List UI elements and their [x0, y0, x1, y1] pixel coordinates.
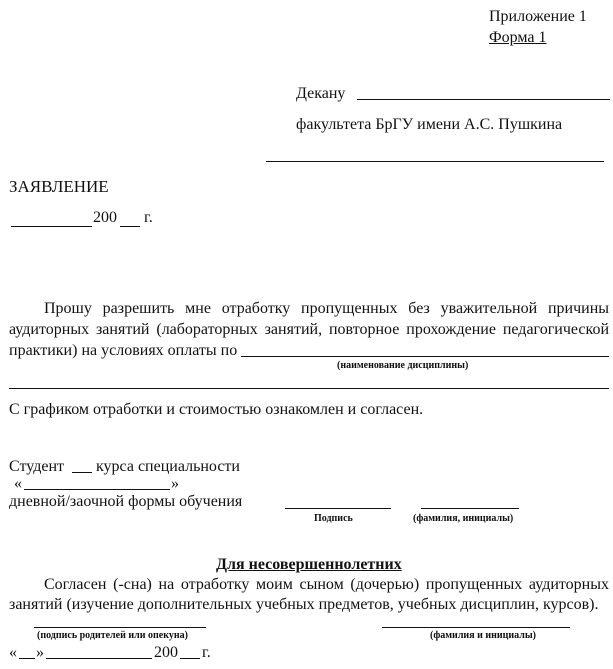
- student-name-line: [421, 508, 519, 509]
- date-top-day-line: [11, 226, 92, 227]
- study-form-label: дневной/заочной формы обучения: [9, 493, 243, 510]
- parent-signature-line: [34, 627, 206, 628]
- parent-sign-caption: (подпись родителей или опекуна): [37, 630, 188, 641]
- parent-name-line: [382, 627, 570, 628]
- course-number-line: [72, 472, 92, 473]
- body-line-1: Прошу разрешить мне отработку пропущенных без уважительной причины: [44, 300, 609, 317]
- date-bottom-quote-close: »: [36, 644, 44, 661]
- date-bottom-year-line: [180, 658, 200, 659]
- appendix-label: Приложение 1: [489, 8, 587, 25]
- signature-caption: Подпись: [314, 513, 353, 524]
- discipline-caption: (наименование дисциплины): [337, 360, 469, 371]
- date-top-year-suffix: г.: [144, 209, 153, 226]
- date-top-year-line: [120, 226, 140, 227]
- date-bottom-day-line: [19, 658, 35, 659]
- faculty-extra-line: [266, 161, 604, 162]
- minors-line-2: занятий (изучение дополнительных учебных предметов, учебных дисциплин, курсов).: [9, 596, 599, 613]
- date-bottom-month-line: [46, 658, 152, 659]
- dean-label: Декану: [296, 85, 346, 102]
- faculty-label: факультета БрГУ имени А.С. Пушкина: [296, 116, 563, 133]
- student-signature-line: [285, 508, 391, 509]
- document-title: ЗАЯВЛЕНИЕ: [9, 177, 109, 196]
- minors-heading: Для несовершеннолетних: [216, 556, 402, 573]
- specialty-quote-open: «: [14, 475, 22, 492]
- student-label: Студент: [9, 458, 65, 475]
- discipline-line: [241, 356, 609, 357]
- body-line-3: практики) на условиях оплаты по: [9, 342, 238, 359]
- date-bottom-year-suffix: г.: [202, 644, 211, 661]
- minors-line-1: Согласен (-сна) на отработку моим сыном (дочерью) пропущенных аудиторных: [44, 576, 609, 593]
- specialty-quote-close: »: [171, 475, 179, 492]
- dean-name-line: [357, 99, 610, 100]
- course-specialty-label: курса специальности: [96, 458, 240, 475]
- agreement-text: С графиком отработки и стоимостью ознакомлен и согласен.: [9, 401, 424, 418]
- date-bottom-quote-open: «: [9, 644, 17, 661]
- parent-name-caption: (фамилия и инициалы): [430, 630, 537, 641]
- form-label: Форма 1: [489, 29, 547, 46]
- discipline-continuation-line: [9, 388, 609, 389]
- specialty-name-line: [24, 489, 170, 490]
- name-caption: (фамилия, инициалы): [413, 513, 514, 524]
- body-line-2: аудиторных занятий (лабораторных занятий, повторное прохождение педагогической: [9, 321, 609, 338]
- date-bottom-year: 200: [154, 644, 178, 661]
- date-top-year: 200: [93, 209, 117, 226]
